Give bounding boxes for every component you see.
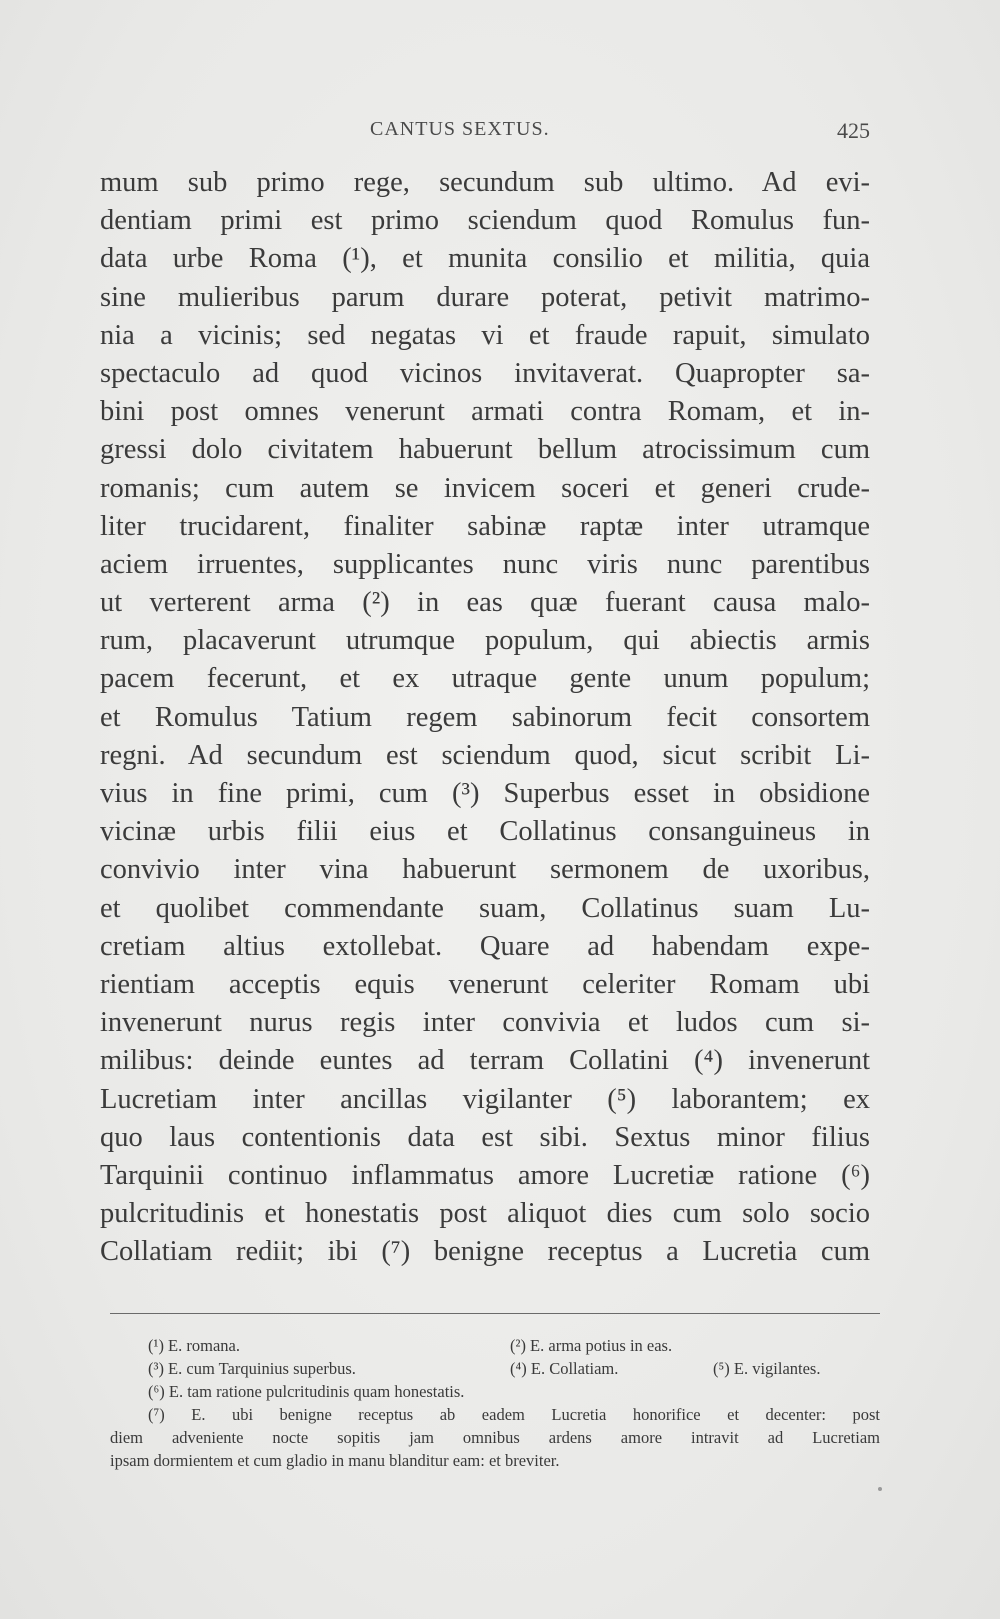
running-title: CANTUS SEXTUS. bbox=[370, 118, 550, 140]
running-head bbox=[100, 118, 870, 148]
text-line: bini post omnes venerunt armati contra Romam, et in- bbox=[100, 396, 870, 428]
footnote-5: (⁵) E. vigilantes. bbox=[713, 1359, 821, 1378]
text-line: gressi dolo civitatem habuerunt bellum atrocissimum cum bbox=[100, 434, 870, 466]
text-line: invenerunt nurus regis inter convivia et ludos cum si- bbox=[100, 1007, 870, 1039]
footnote-divider bbox=[110, 1313, 880, 1314]
text-line: regni. Ad secundum est sciendum quod, sicut scribit Li- bbox=[100, 739, 870, 771]
text-line: vicinæ urbis filii eius et Collatinus consanguineus in bbox=[100, 816, 870, 848]
text-line: aciem irruentes, supplicantes nunc viris nunc parentibus bbox=[100, 548, 870, 580]
text-line: rientiam acceptis equis venerunt celeriter Romam ubi bbox=[100, 968, 870, 1000]
footnote-2: (²) E. arma potius in eas. bbox=[510, 1336, 673, 1355]
text-line: mum sub primo rege, secundum sub ultimo. Ad evi- bbox=[100, 167, 870, 198]
text-line: cretiam altius extollebat. Quare ad habendam expe- bbox=[100, 930, 870, 962]
text-line: rum, placaverunt utrumque populum, qui abiectis armis bbox=[100, 625, 870, 657]
text-line: et quolibet commendante suam, Collatinus suam Lu- bbox=[100, 892, 870, 924]
footnote-3: (³) E. cum Tarquinius superbus. bbox=[148, 1359, 356, 1378]
footnote-row bbox=[110, 1334, 880, 1357]
text-line: dentiam primi est primo sciendum quod Romulus fun- bbox=[100, 205, 870, 237]
footnote-6: (⁶) E. tam ratione pulcritudinis quam honestatis. bbox=[148, 1382, 465, 1401]
text-line: et Romulus Tatium regem sabinorum fecit consortem bbox=[100, 701, 870, 733]
text-line: nia a vicinis; sed negatas vi et fraude rapuit, simulato bbox=[100, 319, 870, 351]
text-line: romanis; cum autem se invicem soceri et generi crude- bbox=[100, 472, 870, 504]
text-line: convivio inter vina habuerunt sermonem de uxoribus, bbox=[100, 854, 870, 886]
text-line: liter trucidarent, finaliter sabinæ raptæ inter utramque bbox=[100, 510, 870, 542]
main-text bbox=[100, 164, 870, 1271]
footnote-row bbox=[110, 1357, 880, 1380]
text-line: Collatiam rediit; ibi (⁷) benigne receptus a Lucretia cum bbox=[100, 1236, 870, 1268]
text-line: Tarquinii continuo inflammatus amore Lucretiæ ratione (⁶) bbox=[100, 1159, 870, 1191]
paper-speck bbox=[878, 1487, 882, 1491]
text-line: milibus: deinde euntes ad terram Collatini (⁴) invenerunt bbox=[100, 1045, 870, 1077]
footnote-7-line: diem adveniente nocte sopitis jam omnibus ardens amore intravit ad Lucretiam bbox=[110, 1428, 880, 1447]
text-line: vius in fine primi, cum (³) Superbus esset in obsidione bbox=[100, 778, 870, 809]
text-line: quo laus contentionis data est sibi. Sextus minor filius bbox=[100, 1121, 870, 1153]
footnotes bbox=[110, 1334, 880, 1472]
text-line: pacem fecerunt, et ex utraque gente unum populum; bbox=[100, 663, 870, 695]
footnote-7-line: (⁷) E. ubi benigne receptus ab eadem Lucretia honorifice et decenter: post bbox=[148, 1405, 880, 1424]
text-line: sine mulieribus parum durare poterat, petivit matrimo- bbox=[100, 281, 870, 313]
text-line: Lucretiam inter ancillas vigilanter (⁵) laborantem; ex bbox=[100, 1083, 870, 1115]
footnote-row bbox=[110, 1380, 880, 1403]
page-number: 425 bbox=[837, 118, 870, 143]
text-line: spectaculo ad quod vicinos invitaverat. Quapropter sa- bbox=[100, 357, 870, 389]
text-line: data urbe Roma (¹), et munita consilio et militia, quia bbox=[100, 243, 870, 275]
text-line: pulcritudinis et honestatis post aliquot dies cum solo socio bbox=[100, 1198, 870, 1230]
text-line: ut verterent arma (²) in eas quæ fuerant causa malo- bbox=[100, 587, 870, 619]
footnote-4: (⁴) E. Collatiam. bbox=[510, 1359, 619, 1378]
footnote-7-line: ipsam dormientem et cum gladio in manu blanditur eam: et breviter. bbox=[110, 1451, 560, 1470]
footnote-1: (¹) E. romana. bbox=[148, 1336, 240, 1355]
